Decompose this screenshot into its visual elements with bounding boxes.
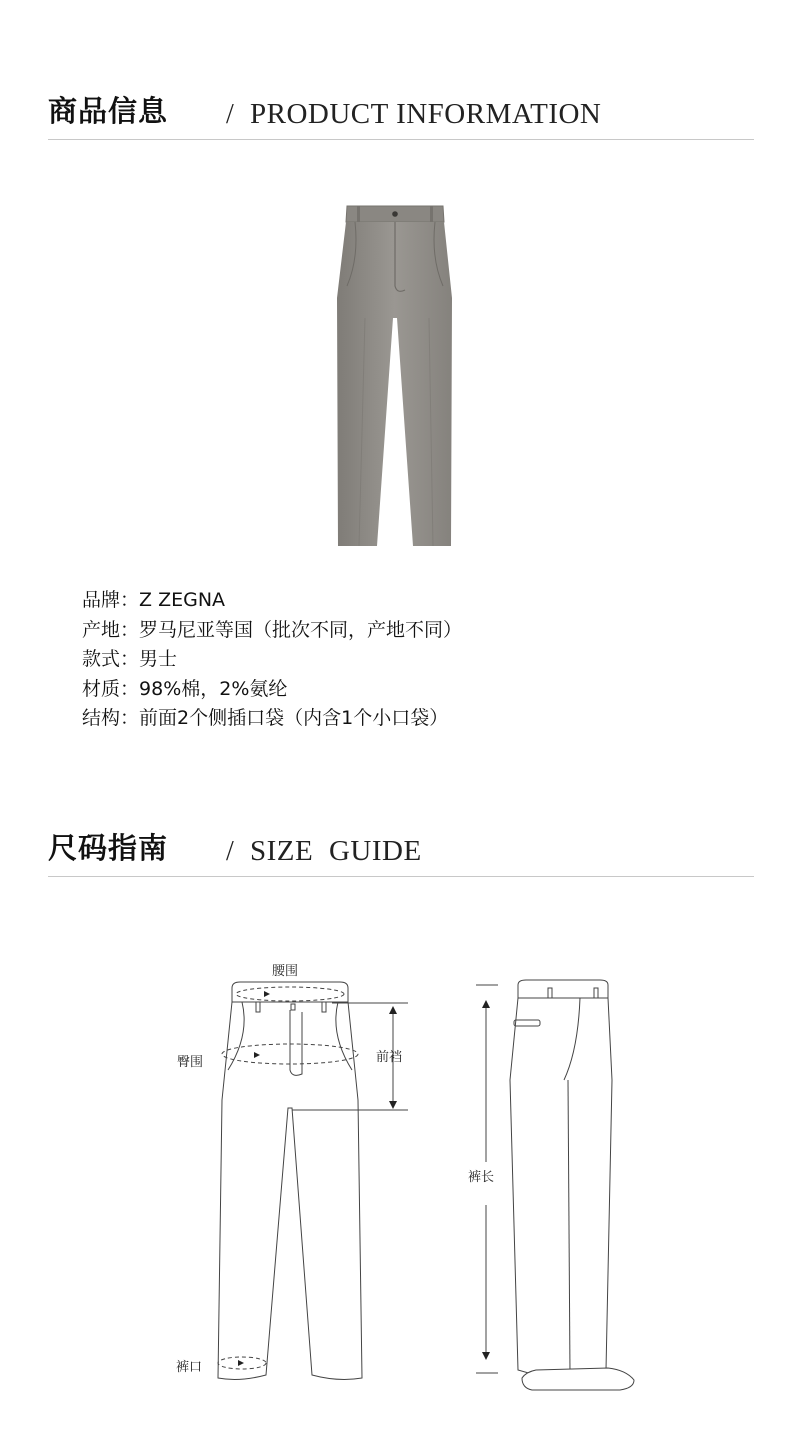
header-divider (48, 876, 754, 877)
label-front-rise: 前裆 (376, 1050, 403, 1065)
size-diagram (160, 950, 660, 1400)
section-title-en: SIZE GUIDE (250, 835, 422, 867)
size-guide-header (48, 833, 754, 873)
title-separator: / (226, 836, 234, 867)
pants-line-drawing (160, 950, 660, 1400)
info-value: 前面2个侧插口袋（内含1个小口袋） (139, 707, 449, 729)
info-label: 产地 (82, 618, 121, 641)
brand-watermark (676, 68, 702, 178)
product-info-header (48, 96, 754, 136)
label-hip: 臀围 (177, 1055, 204, 1070)
info-value: Z ZEGNA (139, 589, 226, 611)
label-hem: 裤口 (176, 1360, 203, 1375)
label-waist: 腰围 (272, 964, 299, 979)
product-pants-image (325, 198, 465, 550)
section-title-cn: 尺码指南 (48, 831, 169, 865)
info-row-brand: 品牌：Z ZEGNA (82, 589, 226, 611)
info-row-material: 材质：98%棉，2%氨纶 (82, 677, 288, 700)
info-value: 男士 (139, 648, 178, 670)
info-label: 品牌 (82, 589, 121, 611)
info-value: 罗马尼亚等国（批次不同，产地不同） (139, 618, 463, 641)
info-label: 结构 (82, 707, 121, 729)
section-title-en: PRODUCT INFORMATION (250, 98, 602, 130)
info-row-style: 款式：男士 (82, 648, 178, 670)
product-info-list (82, 586, 462, 734)
info-label: 款式 (82, 648, 121, 670)
info-value: 98%棉，2%氨纶 (139, 677, 288, 700)
info-row-origin: 产地：罗马尼亚等国（批次不同，产地不同） (82, 618, 463, 641)
title-separator: / (226, 99, 234, 130)
label-length: 裤长 (468, 1170, 495, 1185)
section-title-cn: 商品信息 (48, 94, 169, 128)
info-row-structure: 结构：前面2个侧插口袋（内含1个小口袋） (82, 707, 449, 729)
info-label: 材质 (82, 677, 121, 700)
header-divider (48, 139, 754, 140)
